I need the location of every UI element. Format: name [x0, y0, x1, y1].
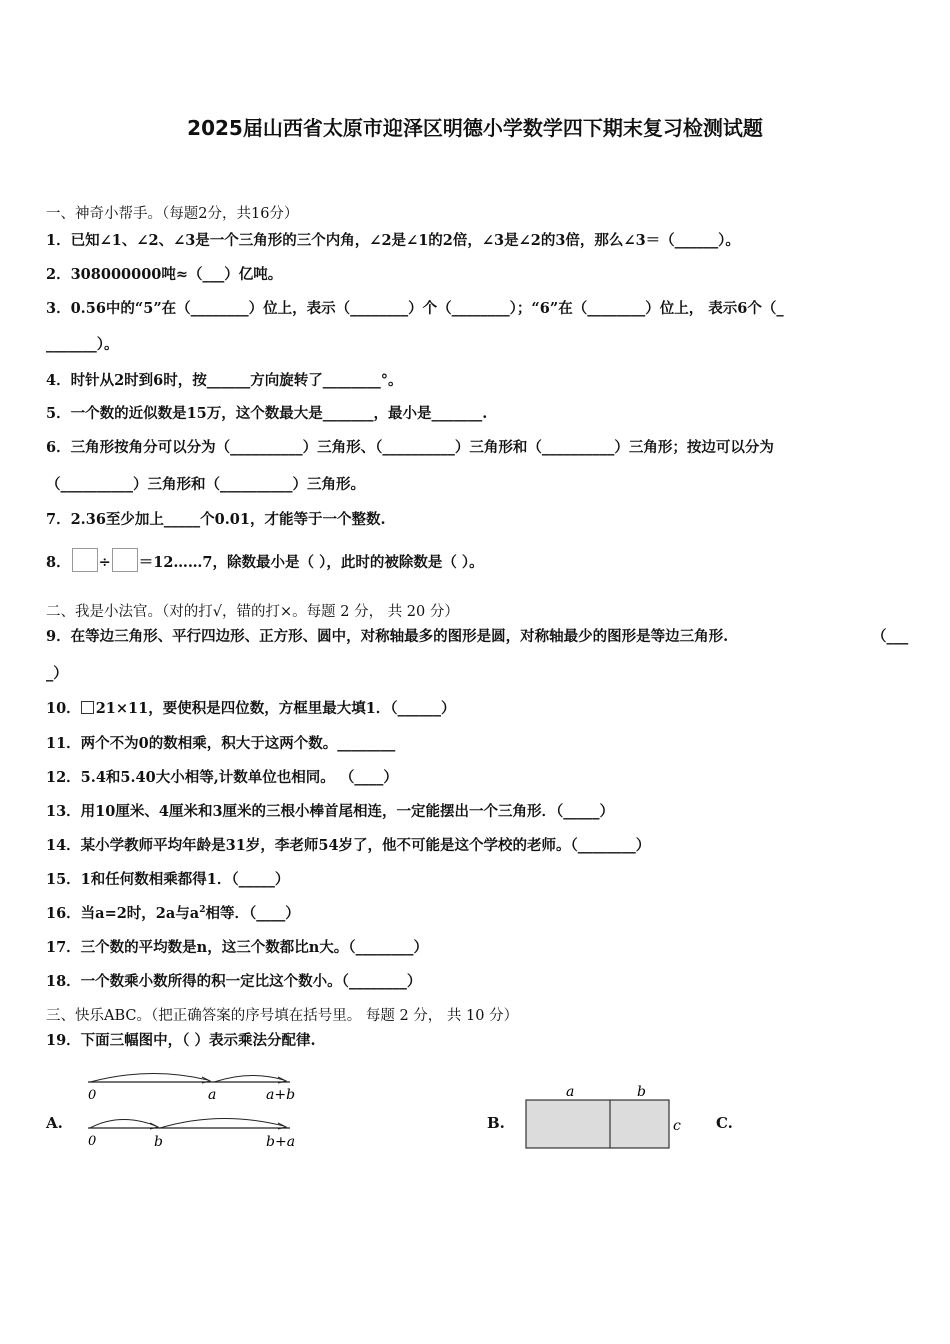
side-label-b: b — [637, 1084, 646, 1100]
exponent: 2 — [199, 905, 206, 916]
division-sign: ÷ — [98, 554, 111, 571]
tick-label: b+a — [266, 1134, 296, 1150]
question-10-number: 10． — [46, 700, 81, 717]
question-9-line-1: 9．在等边三角形、平行四边形、正方形、圆中，对称轴最多的图形是圆，对称轴最少的图形是等边三角形. — [46, 628, 729, 645]
blank-square-icon — [81, 701, 94, 714]
blank-box — [72, 548, 98, 572]
section-1-heading: 一、神奇小帮手。（每题2分，共16分） — [46, 206, 299, 222]
question-7: 7．2.36至少加上_____个0.01，才能等于一个整数. — [46, 511, 386, 528]
tick-label: a+b — [266, 1087, 296, 1103]
question-13: 13．用10厘米、4厘米和3厘米的三根小棒首尾相连，一定能摆出一个三角形．（_____） — [46, 803, 615, 820]
tick-label: a — [208, 1087, 217, 1103]
question-3-line-1: 3．0.56中的“5”在（________）位上，表示（________）个（________）；“6”在（________）位上， 表示6个（_ — [46, 300, 784, 317]
question-12: 12．5.4和5.40大小相等,计数单位也相同。 （____） — [46, 769, 398, 786]
arc-b — [214, 1075, 284, 1082]
question-15: 15．1和任何数相乘都得1．（_____） — [46, 871, 290, 888]
section-2-heading: 二、我是小法官。（对的打√，错的打×。每题 2 分， 共 20 分） — [46, 604, 459, 620]
question-9-line-2: _） — [46, 665, 68, 682]
question-1: 1．已知∠1、∠2、∠3是一个三角形的三个内角，∠2是∠1的2倍，∠3是∠2的3倍，那么∠3＝（______）。 — [46, 232, 740, 249]
question-8-text: ＝12……7，除数最小是（ ），此时的被除数是（ ）。 — [138, 554, 484, 571]
question-10-text: 21×11，要使积是四位数，方框里最大填1．（______） — [95, 700, 456, 717]
question-11: 11．两个不为0的数相乘，积大于这两个数。________ — [46, 735, 396, 752]
question-6-line-2: （__________）三角形和（__________）三角形。 — [46, 476, 365, 493]
question-4: 4．时针从2时到6时，按______方向旋转了________°。 — [46, 372, 403, 389]
blank-box — [112, 548, 138, 572]
side-label-a: a — [566, 1084, 575, 1100]
question-3-line-2: _______）。 — [46, 336, 119, 353]
question-5: 5．一个数的近似数是15万，这个数最大是_______，最小是_______. — [46, 405, 488, 422]
tick-label: b — [154, 1134, 163, 1150]
question-14: 14．某小学教师平均年龄是31岁，李老师54岁了，他不可能是这个学校的老师。（________） — [46, 837, 651, 854]
question-17: 17．三个数的平均数是n，这三个数都比n大。（________） — [46, 939, 429, 956]
area-rectangle — [526, 1100, 669, 1148]
question-8-number: 8． — [46, 554, 71, 571]
page-title: 2025届山西省太原市迎泽区明德小学数学四下期末复习检测试题 — [187, 116, 763, 140]
arc-b2 — [90, 1119, 156, 1128]
option-b-label: B. — [487, 1114, 505, 1132]
question-16-text-end: 相等．（____） — [205, 905, 300, 922]
question-2: 2．308000000吨≈（___）亿吨。 — [46, 266, 283, 283]
question-19: 19．下面三幅图中，（ ）表示乘法分配律. — [46, 1032, 316, 1049]
arc-a2 — [160, 1118, 284, 1128]
question-18: 18．一个数乘小数所得的积一定比这个数小。（________） — [46, 973, 422, 990]
question-10 — [46, 697, 456, 718]
question-16 — [46, 902, 300, 923]
tick-label: 0 — [88, 1088, 97, 1103]
option-a-label: A. — [46, 1114, 63, 1132]
section-3-heading: 三、快乐ABC。（把正确答案的序号填在括号里。 每题 2 分， 共 10 分） — [46, 1008, 519, 1024]
option-c-label: C. — [716, 1114, 733, 1132]
question-9-paren: （___ — [872, 628, 909, 645]
question-16-text: 16．当a=2时，2a与a — [46, 905, 200, 922]
side-label-c: c — [673, 1118, 681, 1134]
tick-label: 0 — [88, 1134, 97, 1149]
option-b-rectangle-figure — [520, 1082, 690, 1154]
option-a-number-line-figure — [80, 1060, 320, 1155]
arc-a — [90, 1073, 208, 1082]
question-8 — [46, 548, 484, 572]
question-6-line-1: 6．三角形按角分可以分为（__________）三角形、（__________）三角形和（__________）三角形；按边可以分为 — [46, 439, 774, 456]
